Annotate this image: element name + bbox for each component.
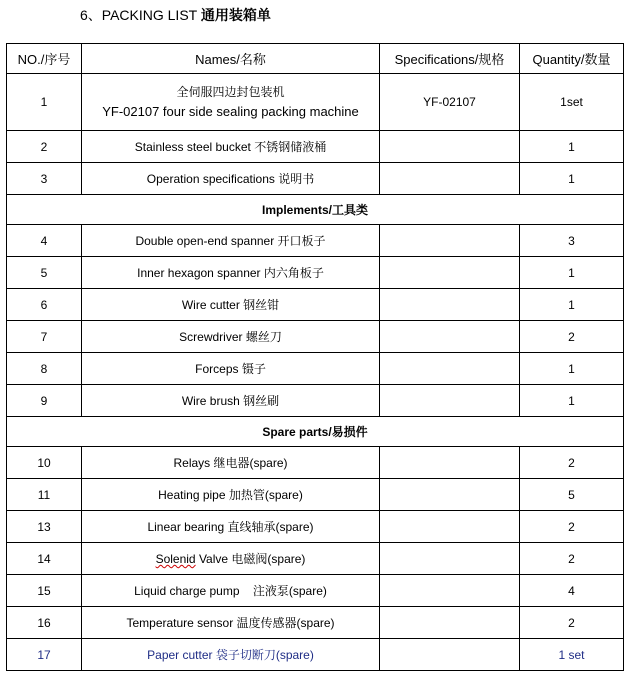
cell-spec (380, 225, 520, 257)
cell-qty: 1set (520, 74, 624, 131)
cell-qty: 1 (520, 163, 624, 195)
cell-spec (380, 353, 520, 385)
cell-name: Temperature sensor 温度传感器(spare) (82, 607, 380, 639)
cell-no: 5 (7, 257, 82, 289)
cell-qty: 4 (520, 575, 624, 607)
cell-name: Paper cutter 袋子切断刀(spare) (82, 639, 380, 671)
table-row (7, 257, 624, 289)
cell-spec (380, 543, 520, 575)
table-row (7, 385, 624, 417)
cell-qty: 3 (520, 225, 624, 257)
cell-spec (380, 131, 520, 163)
cell-no: 1 (7, 74, 82, 131)
heading-cn: 通用装箱单 (200, 7, 271, 23)
col-header-no: NO./序号 (7, 44, 82, 74)
packing-list-table (6, 43, 624, 671)
cell-name: Linear bearing 直线轴承(spare) (82, 511, 380, 543)
cell-no: 2 (7, 131, 82, 163)
table-row (7, 289, 624, 321)
cell-qty: 1 (520, 353, 624, 385)
cell-qty: 1 set (520, 639, 624, 671)
table-row (7, 607, 624, 639)
cell-no: 9 (7, 385, 82, 417)
cell-no: 15 (7, 575, 82, 607)
section-row-spare-parts (7, 417, 624, 447)
cell-no: 10 (7, 447, 82, 479)
cell-qty: 1 (520, 257, 624, 289)
cell-qty: 2 (520, 607, 624, 639)
cell-qty: 1 (520, 385, 624, 417)
cell-spec (380, 479, 520, 511)
cell-qty: 2 (520, 447, 624, 479)
table-row (7, 447, 624, 479)
table-row (7, 639, 624, 671)
cell-no: 16 (7, 607, 82, 639)
col-header-name: Names/名称 (82, 44, 380, 74)
cell-name: Double open-end spanner 开口板子 (82, 225, 380, 257)
table-row (7, 511, 624, 543)
cell-spec (380, 607, 520, 639)
col-header-spec: Specifications/规格 (380, 44, 520, 74)
heading-number: 6、PACKING LIST (80, 7, 201, 23)
cell-spec (380, 257, 520, 289)
table-row (7, 575, 624, 607)
cell-name-rest: Valve 电磁阀(spare) (195, 552, 306, 566)
cell-no: 4 (7, 225, 82, 257)
table-row (7, 74, 624, 131)
cell-spec (380, 289, 520, 321)
cell-spec (380, 163, 520, 195)
cell-spec (380, 511, 520, 543)
cell-name-line1: 全伺服四边封包装机 (176, 85, 285, 99)
cell-qty: 5 (520, 479, 624, 511)
col-header-qty: Quantity/数量 (520, 44, 624, 74)
cell-no: 7 (7, 321, 82, 353)
section-row-implements (7, 195, 624, 225)
cell-name: Relays 继电器(spare) (82, 447, 380, 479)
cell-no: 11 (7, 479, 82, 511)
cell-qty: 2 (520, 543, 624, 575)
cell-name: Forceps 镊子 (82, 353, 380, 385)
page-heading (80, 6, 271, 24)
cell-spec (380, 639, 520, 671)
cell-qty: 1 (520, 131, 624, 163)
cell-no: 8 (7, 353, 82, 385)
cell-name-line2: YF-02107 four side sealing packing machine (102, 104, 359, 119)
cell-name (82, 543, 380, 575)
cell-spec: YF-02107 (380, 74, 520, 131)
table-row (7, 163, 624, 195)
cell-spec (380, 447, 520, 479)
cell-name: Liquid charge pump 注液泵(spare) (82, 575, 380, 607)
table-row (7, 353, 624, 385)
cell-no: 3 (7, 163, 82, 195)
cell-no: 6 (7, 289, 82, 321)
cell-name: Wire cutter 钢丝钳 (82, 289, 380, 321)
cell-name: Wire brush 钢丝刷 (82, 385, 380, 417)
cell-spec (380, 321, 520, 353)
section-title: Spare parts/易损件 (7, 417, 624, 447)
section-title: Implements/工具类 (7, 195, 624, 225)
cell-name: Inner hexagon spanner 内六角板子 (82, 257, 380, 289)
table-row (7, 543, 624, 575)
cell-no: 17 (7, 639, 82, 671)
cell-name: Operation specifications 说明书 (82, 163, 380, 195)
header-row (7, 44, 624, 74)
cell-qty: 1 (520, 289, 624, 321)
cell-name: Stainless steel bucket 不锈钢储液桶 (82, 131, 380, 163)
cell-no: 13 (7, 511, 82, 543)
table-row (7, 131, 624, 163)
misspelled-word: Solenid (155, 552, 196, 566)
table-row (7, 321, 624, 353)
cell-name: Screwdriver 螺丝刀 (82, 321, 380, 353)
cell-name (82, 74, 380, 131)
table-row (7, 225, 624, 257)
cell-qty: 2 (520, 321, 624, 353)
cell-name: Heating pipe 加热管(spare) (82, 479, 380, 511)
cell-spec (380, 385, 520, 417)
cell-no: 14 (7, 543, 82, 575)
cell-spec (380, 575, 520, 607)
table-row (7, 479, 624, 511)
cell-qty: 2 (520, 511, 624, 543)
